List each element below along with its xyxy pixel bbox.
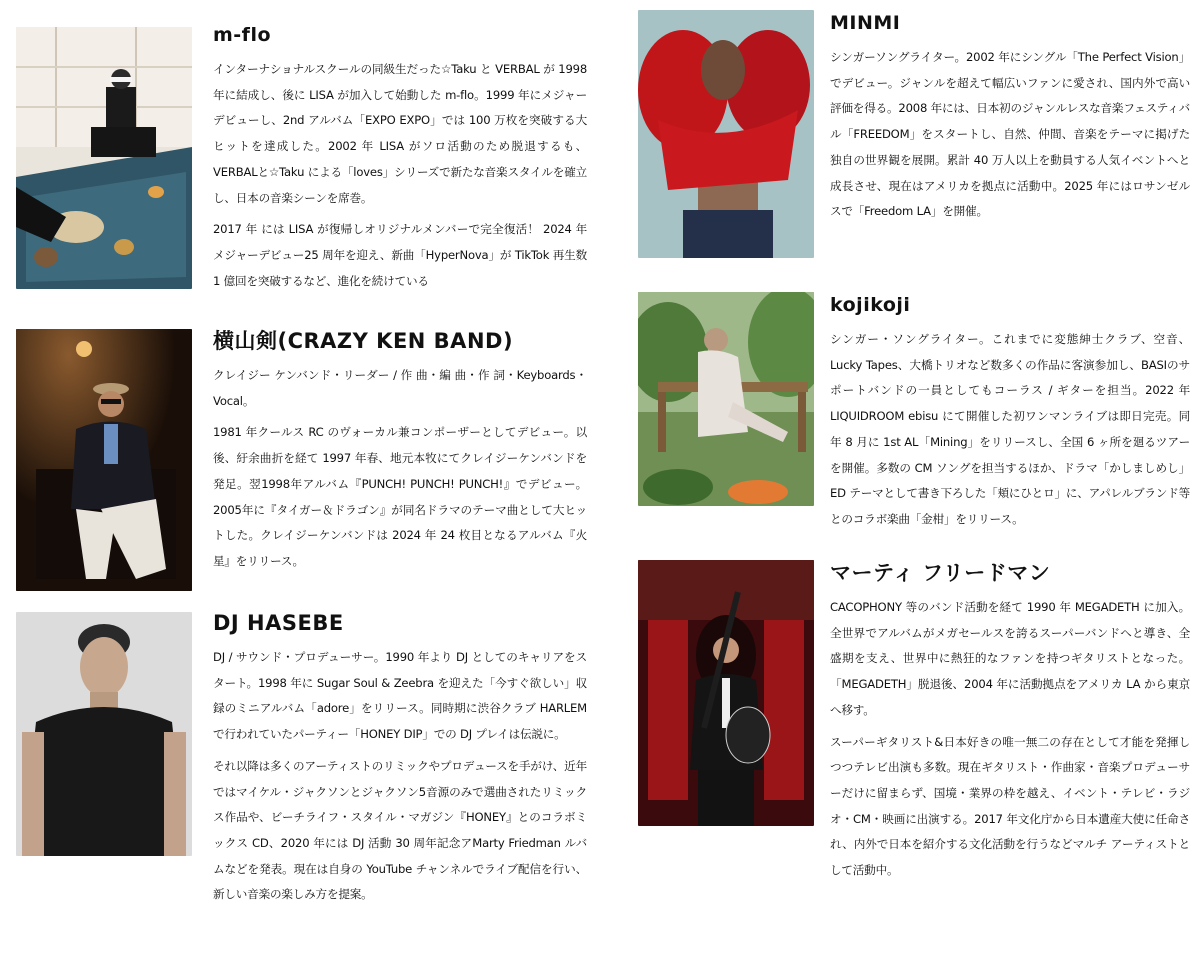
marty-friedman-photo — [638, 560, 814, 826]
artist-name: kojikoji — [830, 294, 911, 316]
artist-minmi — [600, 10, 1200, 285]
m-flo-photo — [16, 27, 192, 289]
yokoyama-ken-info — [213, 328, 587, 581]
dj-hasebe-photo — [16, 612, 192, 856]
bio-paragraph: DJ / サウンド・プロデューサー。1990 年より DJ としてのキャリアをスタート。1998 年に Sugar Soul & Zeebra を迎えた「今すぐ欲しい」収録のミニアルバム「adore」をリリース。同時期に渋谷クラブ HARLEM で行われていたパーティー「HONEY DIP」での DJ プレイは伝説に。 — [213, 650, 587, 742]
bio-paragraph: それ以降は多くのアーティストのリミックやプロデュースを手がけ、近年ではマイケル・ジャクソンとジャクソン5音源のみで選曲されたリミックス作品や、ビーチライフ・スタイル・マガジン『HONEY』とのコラボミックス CD、2020 年には DJ 活動 30 周年記念アMarty Friedman ルバムなどを発表。現在は自身の YouTube チャンネルでライブ配信を行い、新しい音楽の楽しみ方を提案。 — [213, 758, 587, 902]
bio-paragraph: CACOPHONY 等のバンド活動を経て 1990 年 MEGADETH に加入。全世界でアルバムがメガセールスを誇るスーパーバンドへと導き、全盛期を支え、世界中に熱狂的なファンを持つギタリストとなった。「MEGADETH」脱退後、2004 年に活動拠点をアメリカ LA から東京へ移す。 — [830, 600, 1190, 717]
artist-kojikoji — [600, 292, 1200, 557]
artist-name: 横山剣(CRAZY KEN BAND) — [213, 329, 514, 353]
bio-paragraph: スーパーギタリスト&日本好きの唯一無二の存在として才能を発揮しつつテレビ出演も多数。現在ギタリスト・作曲家・音楽プロデューサーだけに留まらず、国境・業界の枠を越え、イベント・テレビ・ラジオ・CM・映画に出演する。2017 年文化庁から日本遺産大使に任命され、内外で日本を紹介する文化活動を行うなどマルチ アーティストとして活動中。 — [830, 734, 1190, 878]
kojikoji-info — [830, 292, 1190, 539]
bio-paragraph: シンガーソングライター。2002 年にシングル「The Perfect Vision」でデビュー。ジャンルを超えて幅広いファンに愛され、国内外で高い評価を得る。2008 年には、日本初のジャンルレスな音楽フェスティバル「FREEDOM」をスタートし、自然、仲間、音楽をテーマに掲げた独自の世界観を展開。累計 40 万人以上を動員する人気イベントへと成長させ、現在はアメリカを拠点に活動中。2025 年にはロサンゼルスで「Freedom LA」を開催。 — [830, 50, 1190, 219]
m-flo-info — [213, 22, 587, 300]
bio-paragraph: 2017 年 には LISA が復帰しオリジナルメンバーで完全復活！ 2024 年 メジャーデビュー25 周年を迎え、新曲「HyperNova」が TikTok 再生数 1 億回を突破するなど、進化を続けている — [213, 222, 587, 288]
artist-m-flo — [0, 22, 600, 317]
artist-dj-hasebe — [0, 610, 600, 970]
bio-paragraph: 1981 年クールス RC のヴォーカル兼コンポーザーとしてデビュー。以後、紆余曲折を経て 1997 年春、地元本牧にてクレイジーケンバンドを発足。翌1998年アルバム『PUNCH! PUNCH! PUNCH!』でデビュー。2005年に『タイガー＆ドラゴン』が同名ドラマのテーマ曲として大ヒットした。クレイジーケンバンドは 2024 年 24 枚目となるアルバム『火星』をリリース。 — [213, 425, 587, 568]
bio-paragraph: シンガー・ソングライター。これまでに変態紳士クラブ、空音、Lucky Tapes、大橋トリオなど数多くの作品に客演参加し、BASIのサポートバンドの一員としてもコーラス / ギターを担当。2022 年 LIQUIDROOM ebisu にて開催した初ワンマンライブは即日完売。同年 8 月に 1st AL「Mining」をリリースし、全国 6 ヶ所を廻るツアーを開催。多数の CM ソングを担当するほか、ドラマ「かしましめし」ED テーマとして書き下ろした「頬にひとロ」に、アパレルブランド等とのコラボ楽曲「金柑」をリリース。 — [830, 332, 1190, 526]
marty-friedman-info — [830, 560, 1190, 890]
bio-paragraph: インターナショナルスクールの同級生だった☆Taku と VERBAL が 1998 年に結成し、後に LISA が加入して始動した m-flo。1999 年にメジャーデビューし、2nd アルバム「EXPO EXPO」では 100 万枚を突破する大ヒットを達成した。2002 年 LISA がソロ活動のため脱退するも、VERBALと☆Taku による「loves」シリーズで新たな音楽スタイルを確立し、日本の音楽シーンを席巻。 — [213, 62, 587, 205]
minmi-info — [830, 10, 1190, 231]
artist-yokoyama-ken — [0, 328, 600, 603]
artist-name: m-flo — [213, 24, 272, 46]
kojikoji-photo — [638, 292, 814, 506]
artist-name: DJ HASEBE — [213, 611, 344, 635]
dj-hasebe-info — [213, 610, 587, 914]
artist-name: マーティ フリードマン — [830, 561, 1051, 585]
artist-name: MINMI — [830, 12, 901, 34]
yokoyama-ken-photo — [16, 329, 192, 591]
bio-paragraph: クレイジー ケンバンド・リーダー / 作 曲・編 曲・作 詞・Keyboards・Vocal。 — [213, 368, 587, 408]
artist-marty-friedman — [600, 560, 1200, 970]
minmi-photo — [638, 10, 814, 258]
